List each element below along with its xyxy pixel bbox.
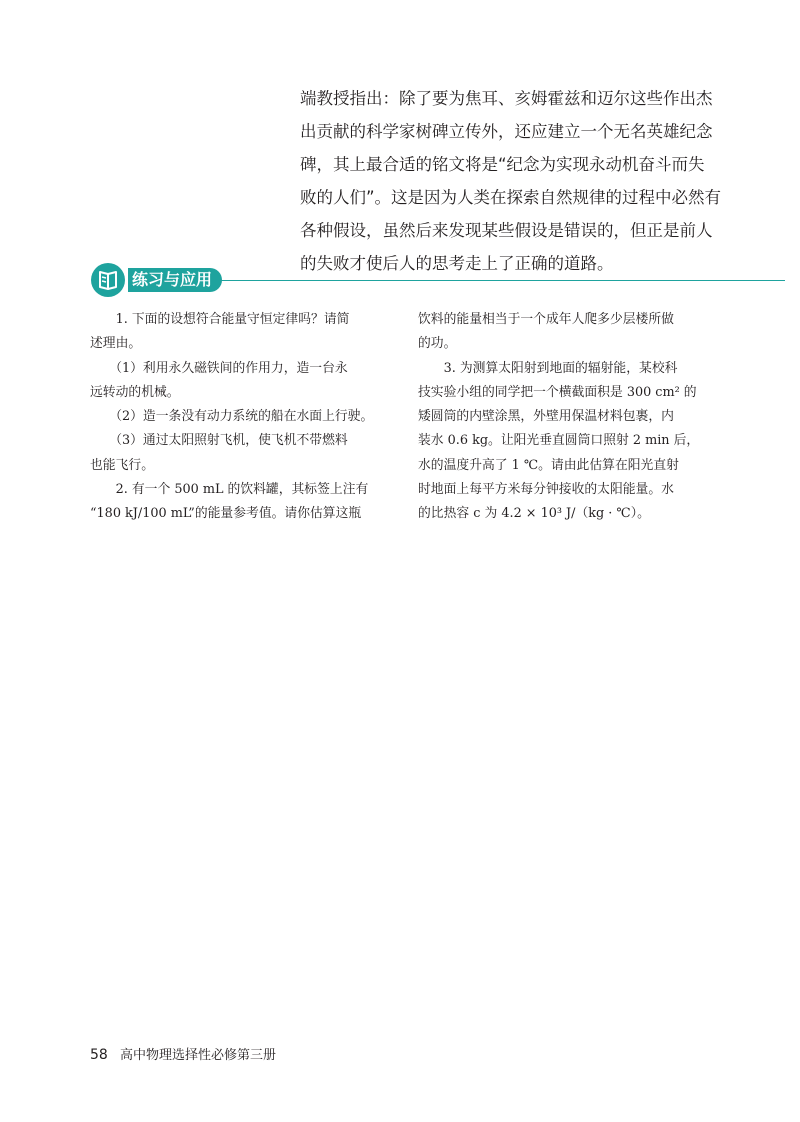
intro-line: 出贡献的科学家树碑立传外，还应建立一个无名英雄纪念 — [300, 122, 713, 141]
exercise-line: 时地面上每平方米每分钟接收的太阳能量。水 — [418, 482, 674, 498]
exercise-column-right — [418, 308, 698, 527]
intro-paragraph — [300, 82, 720, 280]
exercise-line: 2. 有一个 500 mL 的饮料罐，其标签上注有 — [90, 482, 369, 498]
intro-line: 碑，其上最合适的铭文将是“纪念为实现永动机奋斗而失 — [300, 155, 705, 174]
exercise-column-left — [90, 308, 374, 527]
page-number: 58 — [90, 1047, 108, 1063]
exercise-line: “180 kJ/100 mL”的能量参考值。请你估算这瓶 — [90, 506, 362, 522]
exercise-line: 装水 0.6 kg。让阳光垂直圆筒口照射 2 min 后， — [418, 433, 700, 449]
exercise-line: （2）造一条没有动力系统的船在水面上行驶。 — [90, 409, 374, 425]
book-title: 高中物理选择性必修第三册 — [119, 1048, 276, 1063]
exercise-line: 的比热容 c 为 4.2 × 10³ J/（kg · ℃）。 — [418, 506, 650, 522]
exercise-line: 3. 为测算太阳射到地面的辐射能，某校科 — [418, 360, 678, 376]
section-title: 练习与应用 — [128, 268, 222, 292]
section-header — [90, 262, 785, 298]
intro-line: 各种假设，虽然后来发现某些假设是错误的，但正是前人 — [300, 221, 713, 240]
exercise-line: 述理由。 — [90, 336, 142, 352]
section-divider — [218, 280, 785, 281]
intro-line: 端教授指出：除了要为焦耳、亥姆霍兹和迈尔这些作出杰 — [300, 89, 713, 108]
intro-line: 的失败才使后人的思考走上了正确的道路。 — [300, 254, 614, 273]
exercise-line: 技实验小组的同学把一个横截面积是 300 cm² 的 — [418, 384, 697, 400]
exercise-line: （3）通过太阳照射飞机，使飞机不带燃料 — [90, 433, 348, 449]
exercise-line: 也能飞行。 — [90, 457, 154, 473]
exercise-book-icon — [90, 262, 126, 298]
exercise-line: 远转动的机械。 — [90, 384, 180, 400]
exercise-line: 水的温度升高了 1 ℃。请由此估算在阳光直射 — [418, 457, 679, 473]
exercise-line: （1）利用永久磁铁间的作用力，造一台永 — [90, 360, 348, 376]
intro-line: 败的人们”。这是因为人类在探索自然规律的过程中必然有 — [300, 188, 722, 207]
page-footer — [90, 1044, 276, 1063]
exercise-line: 的功。 — [418, 336, 457, 352]
exercise-line: 饮料的能量相当于一个成年人爬多少层楼所做 — [418, 312, 674, 327]
exercise-line: 矮圆筒的内壁涂黑，外壁用保温材料包裹，内 — [418, 409, 674, 425]
exercise-line: 1. 下面的设想符合能量守恒定律吗？请简 — [90, 312, 350, 327]
